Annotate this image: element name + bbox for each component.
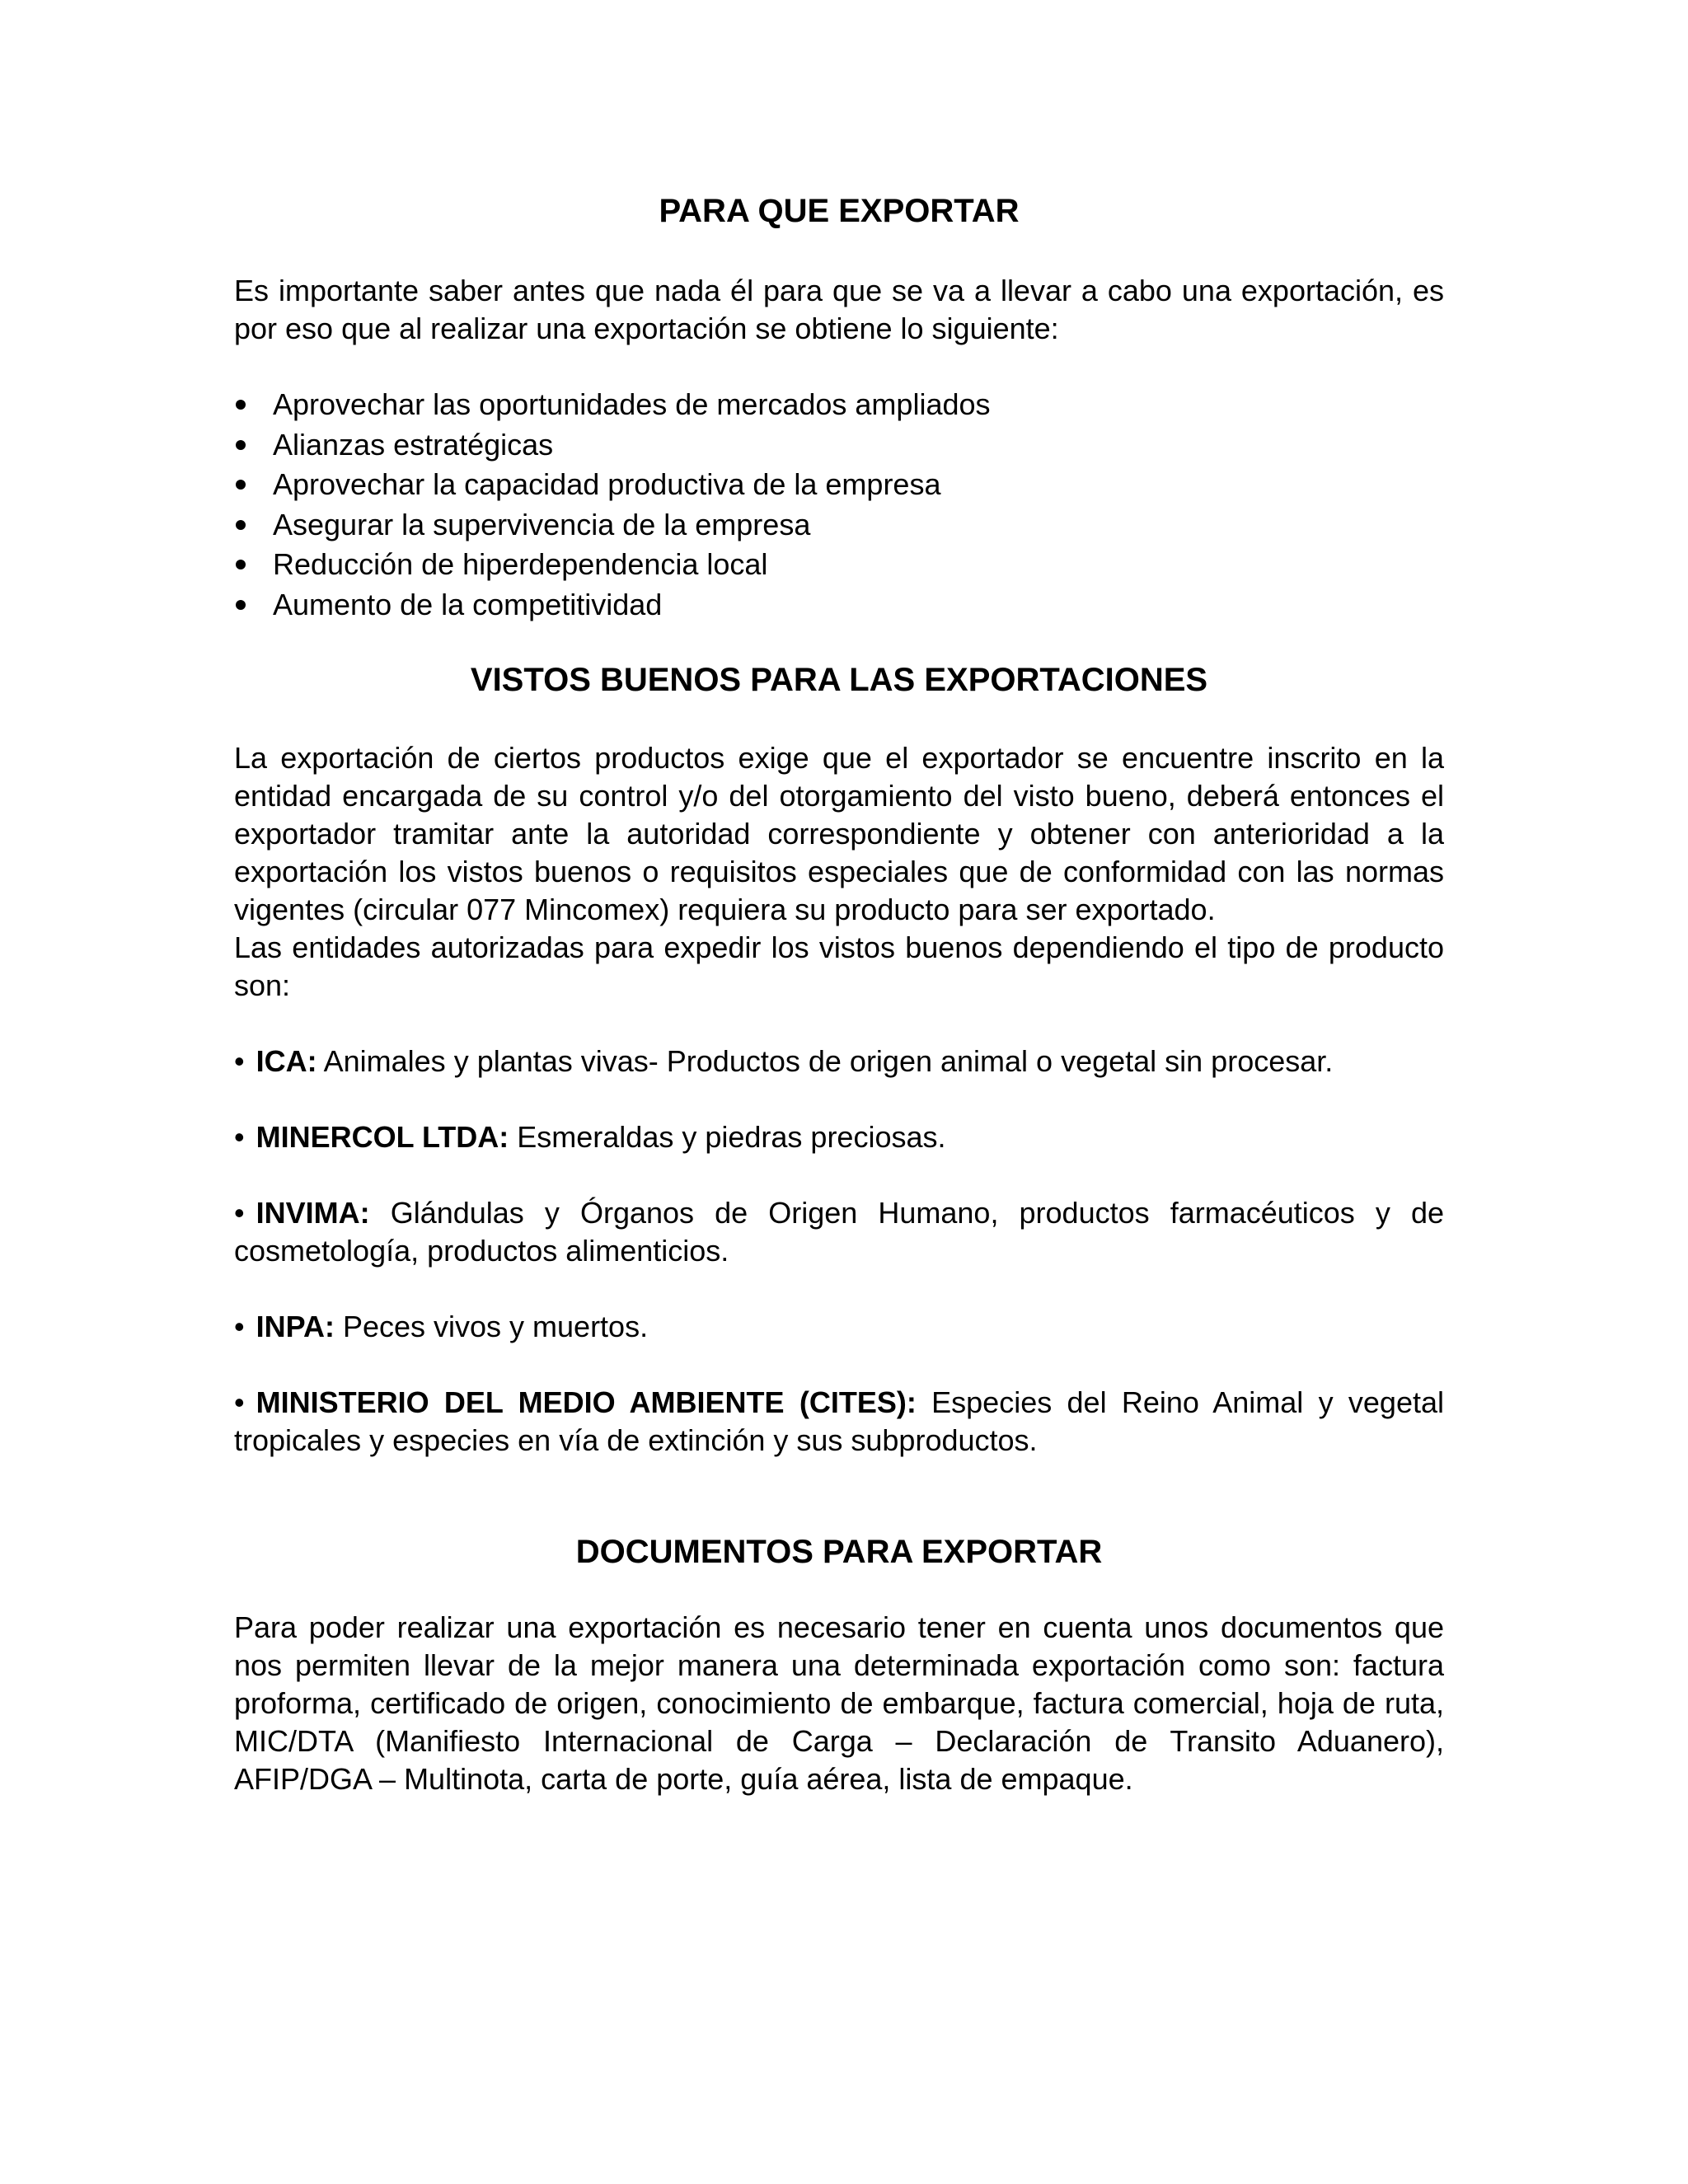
intro-paragraph: Es importante saber antes que nada él para que se va a llevar a cabo una exportación, es por eso que al realizar una exportación se obtiene lo siguiente: — [234, 274, 1444, 345]
bullet-dot-icon — [236, 480, 246, 490]
section-title-para-que-exportar: PARA QUE EXPORTAR — [659, 193, 1020, 229]
list-item — [234, 385, 1444, 425]
section-title-documentos: DOCUMENTOS PARA EXPORTAR — [575, 1534, 1103, 1570]
list-item-text: Alianzas estratégicas — [273, 427, 554, 462]
entity-item-minercol — [234, 1118, 1444, 1156]
entity-description: Animales y plantas vivas- Productos de origen animal o vegetal sin procesar. — [323, 1044, 1334, 1078]
list-item-text: Asegurar la supervivencia de la empresa — [273, 507, 811, 541]
list-item — [234, 465, 1444, 505]
entity-name: MINERCOL LTDA: — [256, 1120, 509, 1154]
list-item — [234, 425, 1444, 466]
benefits-list — [234, 385, 1444, 625]
bullet-dot-icon — [236, 560, 246, 569]
entity-item-ministerio — [234, 1384, 1444, 1460]
entity-bullet: • — [234, 1385, 245, 1419]
entity-name: ICA: — [256, 1044, 317, 1078]
document-content — [234, 191, 1444, 1798]
entity-bullet: • — [234, 1120, 245, 1154]
list-item-text: Aprovechar la capacidad productiva de la empresa — [273, 467, 941, 501]
list-item-text: Aprovechar las oportunidades de mercados ampliados — [273, 387, 991, 421]
section-title-vistos-buenos: VISTOS BUENOS PARA LAS EXPORTACIONES — [470, 662, 1208, 698]
entity-item-inpa — [234, 1308, 1444, 1346]
vistos-paragraph-2: Las entidades autorizadas para expedir los vistos buenos dependiendo el tipo de producto son: — [234, 930, 1444, 1002]
list-item-text: Reducción de hiperdependencia local — [273, 547, 768, 581]
entity-description: Esmeraldas y piedras preciosas. — [517, 1120, 946, 1154]
vistos-paragraph-1: La exportación de ciertos productos exige que el exportador se encuentre inscrito en la entidad encargada de su control y/o del otorgamiento del visto bueno, deberá entonces el exportador tramitar ante la autoridad correspondiente y obtener con anterioridad a la exportación los vistos buenos o requisitos especiales que de conformidad con las normas vigentes (circular 077 Mincomex) requiera su producto para ser exportado. — [234, 741, 1444, 926]
documentos-paragraph: Para poder realizar una exportación es necesario tener en cuenta unos documentos que nos permiten llevar de la mejor manera una determinada exportación como son: factura proforma, certificado de origen, conocimiento de embarque, factura comercial, hoja de ruta, MIC/DTA (Manifiesto Internacional de Carga – Declaración de Transito Aduanero), AFIP/DGA – Multinota, carta de porte, guía aérea, lista de empaque. — [234, 1610, 1444, 1796]
entity-bullet: • — [234, 1196, 245, 1230]
bullet-dot-icon — [236, 440, 246, 450]
bullet-dot-icon — [236, 520, 246, 530]
list-item-text: Aumento de la competitividad — [273, 587, 663, 621]
entity-item-ica — [234, 1043, 1444, 1080]
bullet-dot-icon — [236, 400, 246, 410]
entity-description: Especies del Reino Animal y vegetal tropicales y especies en vía de extinción y sus subproductos. — [234, 1385, 1444, 1457]
list-item — [234, 505, 1444, 546]
entity-bullet: • — [234, 1310, 245, 1343]
entity-name: MINISTERIO DEL MEDIO AMBIENTE (CITES): — [256, 1385, 917, 1419]
entity-name: INVIMA: — [256, 1196, 370, 1230]
entity-name: INPA: — [256, 1310, 335, 1343]
entity-description: Glándulas y Órganos de Origen Humano, productos farmacéuticos y de cosmetología, productos alimenticios. — [234, 1196, 1444, 1268]
list-item — [234, 545, 1444, 585]
entity-bullet: • — [234, 1044, 245, 1078]
entity-item-invima — [234, 1194, 1444, 1270]
list-item — [234, 585, 1444, 626]
entity-description: Peces vivos y muertos. — [342, 1310, 649, 1343]
bullet-dot-icon — [236, 600, 246, 610]
